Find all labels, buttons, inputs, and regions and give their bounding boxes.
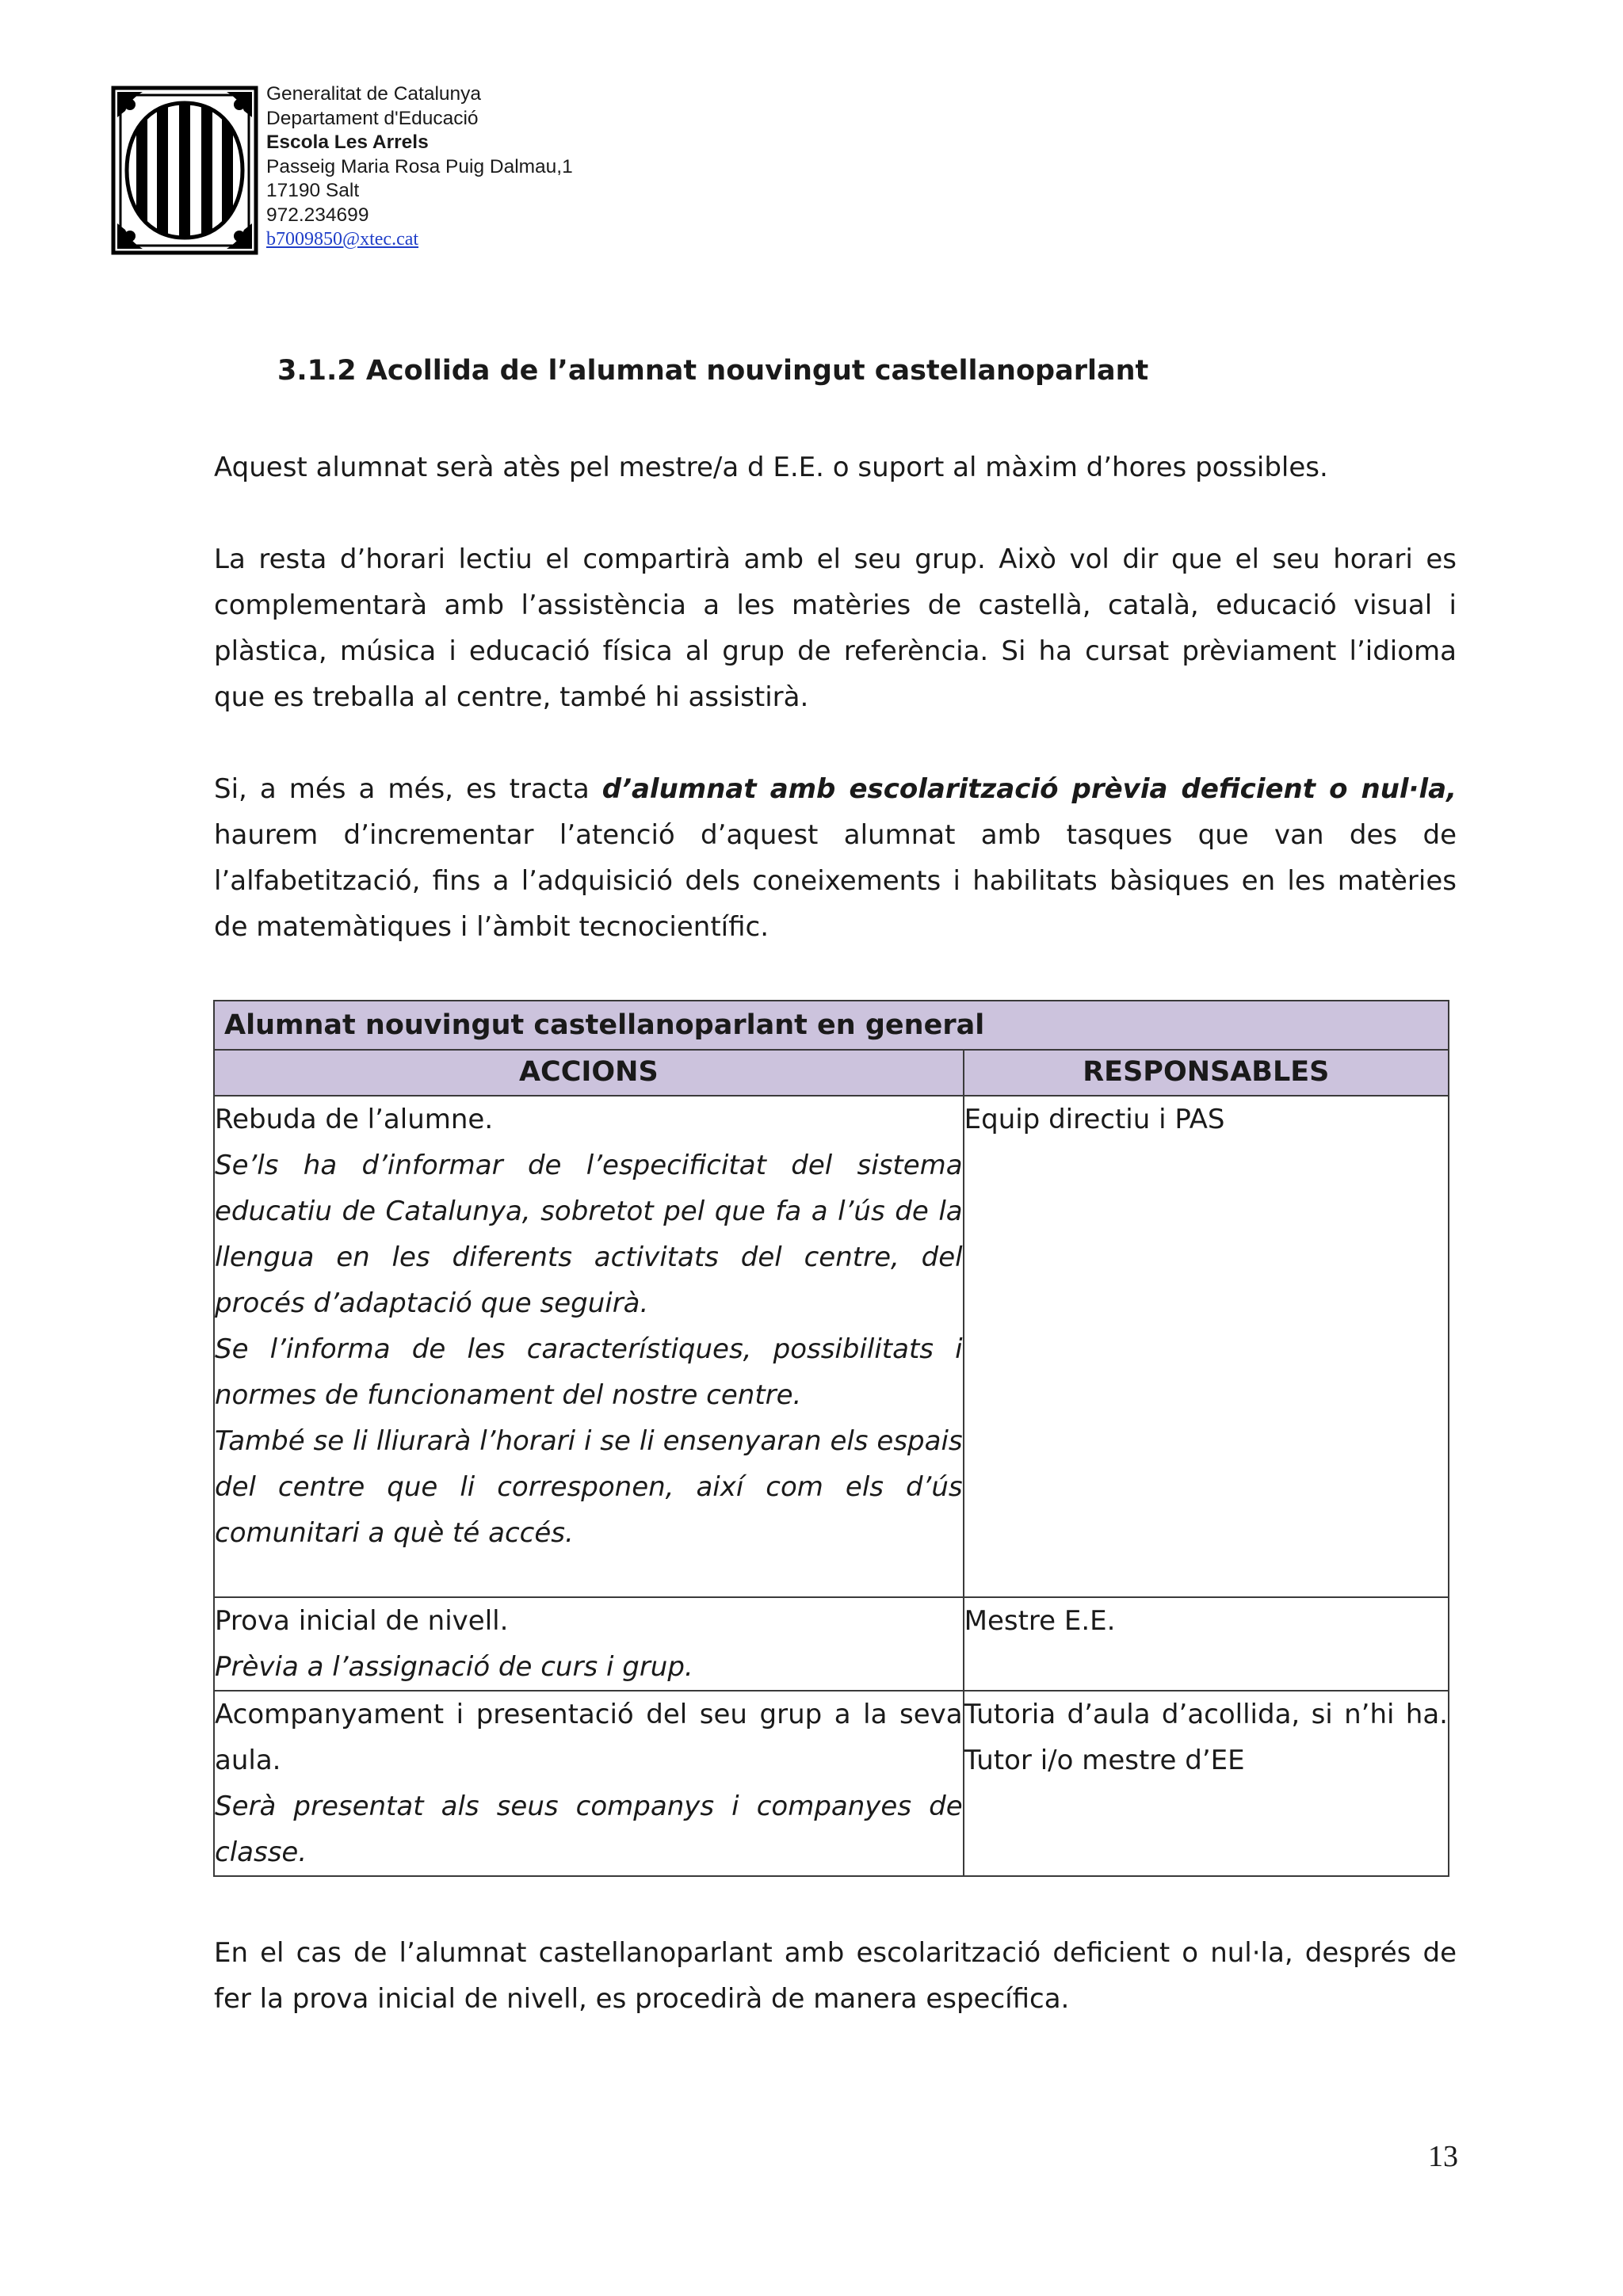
action-cell — [214, 1691, 964, 1876]
paragraph-intro: Aquest alumnat serà atès pel mestre/a d E.E. o suport al màxim d’hores possibles. — [214, 452, 1328, 483]
paragraph-schedule: La resta d’horari lectiu el compartirà amb el seu grup. Això vol dir que el seu horari es complementarà amb l’assistència a les matèries de castellà, català, educació visual i plàstica, música i educació física al grup de referència. Si ha cursat prèviament l’idioma que es treballa al centre, també hi assistirà. — [214, 543, 1457, 713]
welcome-actions-table — [213, 1000, 1449, 1877]
responsible-cell: Equip directiu i PAS — [964, 1096, 1449, 1597]
table-row — [214, 1597, 1449, 1691]
letterhead-email-link[interactable]: b7009850@xtec.cat — [266, 229, 419, 250]
letterhead — [266, 82, 742, 252]
letterhead-postal-code: 17190 Salt — [266, 180, 360, 201]
paragraph-prior-schooling — [214, 766, 1457, 950]
action-note: Se’ls ha d’informar de l’especificitat del sistema educatiu de Catalunya, sobretot pel que fa a l’ús de la llengua en les diferents activitats del centre, del procés d’adaptació que seguirà. — [215, 1150, 963, 1319]
table-row — [214, 1691, 1449, 1876]
page-number: 13 — [1428, 2140, 1458, 2173]
column-header-responsibles: RESPONSABLES — [964, 1050, 1449, 1096]
letterhead-department: Departament d'Educació — [266, 107, 479, 129]
paragraph-specific-procedure: En el cas de l’alumnat castellanoparlant amb escolarització deficient o nul·la, després de fer la prova inicial de nivell, es procedirà de manera específica. — [214, 1937, 1457, 2015]
action-cell — [214, 1096, 964, 1597]
action-text: Acompanyament i presentació del seu grup a la seva aula. — [215, 1699, 963, 1776]
paragraph-prior-schooling-start: Si, a més a més, es tracta — [214, 773, 602, 805]
letterhead-phone: 972.234699 — [266, 204, 369, 226]
action-cell — [214, 1597, 964, 1691]
action-note: Se l’informa de les característiques, possibilitats i normes de funcionament del nostre centre. — [215, 1333, 963, 1411]
table-row — [214, 1096, 1449, 1597]
action-note: També se li lliurarà l’horari i se li ensenyaran els espais del centre que li corresponen, així com els d’ús comunitari a què té accés. — [215, 1425, 963, 1549]
action-text: Prova inicial de nivell. — [215, 1605, 509, 1637]
letterhead-institution: Generalitat de Catalunya — [266, 83, 482, 105]
responsible-cell: Tutoria d’aula d’acollida, si n’hi ha. Tutor i/o mestre d’EE — [964, 1691, 1449, 1876]
column-header-actions: ACCIONS — [214, 1050, 964, 1096]
action-note: Prèvia a l’assignació de curs i grup. — [215, 1651, 693, 1683]
letterhead-address: Passeig Maria Rosa Puig Dalmau,1 — [266, 155, 573, 177]
paragraph-prior-schooling-end: haurem d’incrementar l’atenció d’aquest alumnat amb tasques que van des de l’alfabetització, fins a l’adquisició dels coneixements i habilitats bàsiques en les matèries de matemàtiques i l’àmbit tecnocientífic. — [214, 819, 1457, 943]
section-title: 3.1.2 Acollida de l’alumnat nouvingut castellanoparlant — [277, 355, 1149, 387]
paragraph-prior-schooling-emphasis: d’alumnat amb escolarització prèvia deficient o nul·la, — [601, 773, 1457, 805]
generalitat-seal-logo — [111, 86, 258, 255]
letterhead-school-name: Escola Les Arrels — [266, 132, 429, 153]
action-text: Rebuda de l’alumne. — [215, 1104, 494, 1135]
responsible-cell: Mestre E.E. — [964, 1597, 1449, 1691]
table-title: Alumnat nouvingut castellanoparlant en general — [214, 1001, 1449, 1050]
action-note: Serà presentat als seus companys i companyes de classe. — [215, 1791, 963, 1868]
